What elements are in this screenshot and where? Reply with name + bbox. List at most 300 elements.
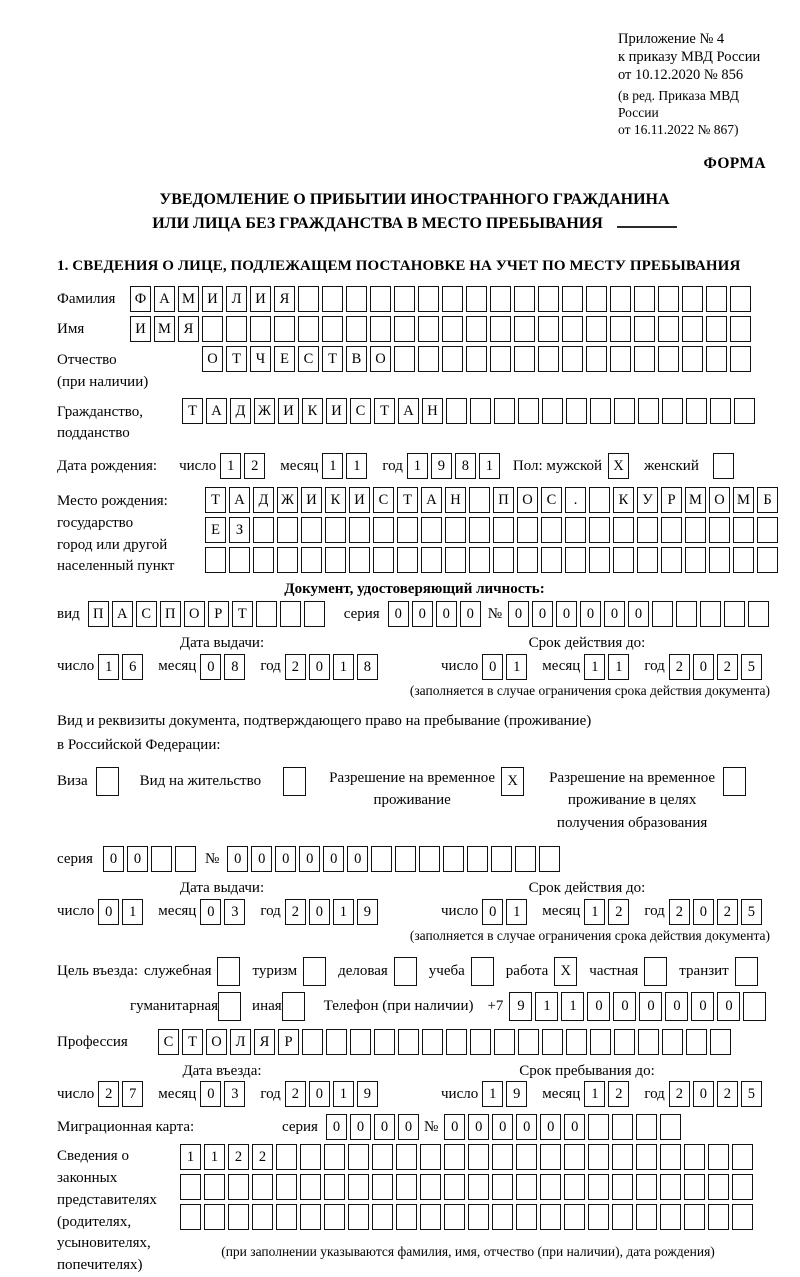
char-box [492,1174,513,1200]
char-box: 0 [717,992,740,1021]
char-box: 0 [374,1114,395,1140]
char-box [277,547,298,573]
char-box [540,1144,561,1170]
char-box: 0 [299,846,320,872]
char-box [684,1144,705,1170]
char-box [303,957,326,986]
char-box [733,547,754,573]
char-box: 8 [357,654,378,680]
char-box [743,992,766,1021]
char-box: 0 [540,1114,561,1140]
char-box: 0 [98,899,119,925]
char-box [494,398,515,424]
char-box [325,547,346,573]
char-box [566,1029,587,1055]
profession-boxes [158,1029,734,1055]
char-box: 1 [584,1081,605,1107]
char-box: 0 [200,654,221,680]
char-box [180,1204,201,1230]
char-box [469,547,490,573]
char-box: Е [274,346,295,372]
patronymic-row [57,346,772,394]
char-box [636,1144,657,1170]
expiry-date-label: Срок действия до: [528,634,646,651]
doc-kind-label: вид [57,605,80,622]
char-box [709,517,730,543]
char-box [757,517,778,543]
purpose-tourism-checkbox [303,957,329,986]
migration-card-row [57,1114,772,1140]
char-box: 1 [506,654,527,680]
char-box [420,1204,441,1230]
char-box [394,957,417,986]
phone-prefix: +7 [487,997,504,1014]
char-box [724,601,745,627]
char-box [445,547,466,573]
purpose-private-checkbox [644,957,670,986]
char-box: 2 [285,899,306,925]
char-box: 0 [468,1114,489,1140]
char-box [470,398,491,424]
stay-year [669,1081,765,1107]
char-box: А [398,398,419,424]
char-box [348,1204,369,1230]
residence-doc-intro: Вид и реквизиты документа, подтверждающего право на пребывание (проживание) в Российской Федерации: [57,712,592,753]
char-box [443,846,464,872]
char-box [493,547,514,573]
char-box [734,398,755,424]
char-box [588,1144,609,1170]
char-box [370,316,391,342]
char-box [586,286,607,312]
char-box [256,601,277,627]
char-box: Р [278,1029,299,1055]
char-box: Т [205,487,226,513]
char-box: С [136,601,157,627]
char-box [419,846,440,872]
char-box [252,1174,273,1200]
day-label: число [441,658,479,675]
char-box [661,517,682,543]
char-box: 2 [717,1081,738,1107]
char-box [732,1174,753,1200]
char-box [541,547,562,573]
char-box [468,1174,489,1200]
char-box [708,1144,729,1170]
char-box [562,346,583,372]
char-box [372,1204,393,1230]
char-box [283,767,306,796]
char-box: 2 [98,1081,119,1107]
day-label: число [57,903,95,920]
char-box: Я [274,286,295,312]
char-box [468,1204,489,1230]
char-box [397,547,418,573]
residence-doc-options [57,767,772,835]
char-box: Я [178,316,199,342]
appendix-block [618,30,772,139]
char-box: И [250,286,271,312]
char-box: И [326,398,347,424]
purpose-study-label: учеба [428,962,465,979]
purpose-work-checkbox [554,957,580,986]
char-box: С [158,1029,179,1055]
char-box [420,1144,441,1170]
char-box [348,1144,369,1170]
year-label: год [260,903,281,920]
char-box [588,1204,609,1230]
char-box [226,316,247,342]
char-box: Я [254,1029,275,1055]
char-box [280,601,301,627]
birthplace-row2 [205,517,781,543]
char-box [636,1204,657,1230]
char-box [682,316,703,342]
char-box [204,1174,225,1200]
char-box: Т [397,487,418,513]
char-box [614,398,635,424]
char-box [422,1029,443,1055]
char-box [373,517,394,543]
char-box [298,286,319,312]
char-box [612,1204,633,1230]
char-box: 0 [639,992,662,1021]
char-box [446,1029,467,1055]
char-box: А [154,286,175,312]
char-box [636,1114,657,1140]
purpose-work-label: работа [505,962,549,979]
char-box [614,1029,635,1055]
char-box: X [554,957,577,986]
year-label: год [644,1086,665,1102]
char-box: М [178,286,199,312]
char-box [252,1204,273,1230]
visa-checkbox [96,767,122,796]
char-box [662,1029,683,1055]
char-box: 2 [669,899,690,925]
doc-number-boxes [508,601,772,627]
char-box: 0 [444,1114,465,1140]
year-label: год [382,457,403,474]
char-box [442,316,463,342]
char-box: 1 [346,453,367,479]
char-box: О [206,1029,227,1055]
purpose-label: Цель въезда: [57,962,138,979]
char-box: 0 [398,1114,419,1140]
char-box [418,286,439,312]
char-box: 0 [103,846,124,872]
char-box: У [637,487,658,513]
char-box [682,286,703,312]
char-box: И [301,487,322,513]
purpose-other-checkbox [282,992,308,1021]
representatives-row2 [180,1174,756,1200]
char-box: 2 [608,899,629,925]
char-box: X [501,767,524,796]
char-box [613,517,634,543]
char-box: 1 [608,654,629,680]
char-box: 2 [244,453,265,479]
char-box [396,1204,417,1230]
char-box [732,1204,753,1230]
month-label: месяц [158,658,197,675]
char-box [276,1174,297,1200]
char-box [418,316,439,342]
char-box [658,346,679,372]
char-box: 0 [613,992,636,1021]
char-box: 2 [285,654,306,680]
char-box [613,547,634,573]
char-box [469,517,490,543]
surname-label: Фамилия [57,291,116,308]
char-box: 7 [122,1081,143,1107]
char-box: 0 [482,899,503,925]
char-box: . [565,487,586,513]
day-label: число [57,1086,95,1102]
char-box: З [229,517,250,543]
doc-kind-boxes [88,601,328,627]
char-box: 9 [357,899,378,925]
char-box [300,1204,321,1230]
char-box [538,346,559,372]
expiry-note: (заполняется в случае ограничения срока действия документа) [409,927,770,943]
expiry-date-label: Срок действия до: [528,880,646,896]
edition-line: от 16.11.2022 № 867) [618,122,739,138]
char-box: 2 [285,1081,306,1107]
char-box [538,316,559,342]
entry-year [285,1081,381,1107]
char-box: 6 [122,654,143,680]
profession-label: Профессия [57,1033,128,1050]
citizenship-label: Гражданство, подданство [57,403,144,442]
doc-issue-year [285,654,381,680]
char-box [732,1144,753,1170]
doc-series-boxes [388,601,484,627]
char-box [324,1144,345,1170]
residence-permit-checkbox [283,767,309,796]
birthplace-row [57,487,772,578]
char-box [253,547,274,573]
char-box: Е [205,517,226,543]
entry-dates [57,1081,772,1107]
char-box: Т [322,346,343,372]
char-box: Д [230,398,251,424]
char-box: 1 [561,992,584,1021]
char-box [466,316,487,342]
birthdate-row [57,453,772,479]
char-box [515,846,536,872]
form-title-line1: УВЕДОМЛЕНИЕ О ПРИБЫТИИ ИНОСТРАННОГО ГРАЖДАНИНА [159,191,670,209]
char-box: И [349,487,370,513]
char-box [660,1144,681,1170]
char-box [636,1174,657,1200]
char-box [708,1174,729,1200]
char-box [372,1144,393,1170]
doc-issue-day [98,654,146,680]
char-box [565,517,586,543]
char-box: Т [374,398,395,424]
char-box: 8 [455,453,476,479]
char-box [542,398,563,424]
char-box [564,1204,585,1230]
char-box: П [493,487,514,513]
char-box [586,346,607,372]
firstname-label: Имя [57,321,85,338]
char-box [516,1204,537,1230]
char-box [540,1174,561,1200]
char-box [686,1029,707,1055]
char-box [370,286,391,312]
char-box [700,601,721,627]
doc-issue-month [200,654,248,680]
identity-doc-row [57,601,772,627]
option-temp-residence: Разрешение на временное проживание X [323,767,527,812]
migration-card-label: Миграционная карта: [57,1119,195,1135]
form-title [57,188,772,236]
birthdate-label: Дата рождения: [57,457,158,474]
doc-expiry-month [584,654,632,680]
char-box [492,1144,513,1170]
char-box: Ж [277,487,298,513]
surname-row [57,286,772,312]
doc-series-label: серия [343,605,380,622]
char-box [562,316,583,342]
char-box: 0 [628,601,649,627]
char-box: 0 [251,846,272,872]
char-box [562,286,583,312]
char-box: 1 [204,1144,225,1170]
edu-residence-checkbox [723,767,749,796]
char-box: 3 [224,899,245,925]
sex-female-checkbox [713,453,737,479]
char-box [469,487,490,513]
char-box: 0 [388,601,409,627]
day-label: число [441,903,479,920]
char-box [590,398,611,424]
char-box: 0 [460,601,481,627]
char-box: Л [226,286,247,312]
char-box [274,316,295,342]
char-box: 5 [741,899,762,925]
migration-series-label: серия [282,1119,318,1135]
char-box [322,316,343,342]
char-box [590,1029,611,1055]
char-box [634,316,655,342]
char-box [420,1174,441,1200]
char-box: 1 [584,899,605,925]
char-box [638,1029,659,1055]
char-box: Ч [250,346,271,372]
char-box [652,601,673,627]
issue-date-label: Дата выдачи: [179,880,265,896]
purpose-other-label: иная [252,997,282,1014]
char-box [218,992,241,1021]
char-box [706,286,727,312]
char-box: 1 [180,1144,201,1170]
char-box [298,316,319,342]
profession-row [57,1029,772,1055]
char-box [589,517,610,543]
char-box: И [202,286,223,312]
char-box [348,1174,369,1200]
char-box [301,547,322,573]
char-box: 0 [482,654,503,680]
char-box [658,316,679,342]
char-box [151,846,172,872]
birthplace-label: Место рождения: государство город или другой населенный пункт [57,493,175,575]
purpose-transit-label: транзит [679,962,729,979]
identity-doc-heading: Документ, удостоверяющий личность: [284,581,545,598]
char-box [493,517,514,543]
char-box [660,1114,681,1140]
char-box: 9 [357,1081,378,1107]
char-box: 1 [407,453,428,479]
year-label: год [260,658,281,675]
char-box: К [613,487,634,513]
char-box: 0 [691,992,714,1021]
surname-boxes [130,286,754,312]
char-box [490,316,511,342]
char-box: 1 [333,899,354,925]
char-box: 0 [556,601,577,627]
char-box [566,398,587,424]
residence-expiry-day [482,899,530,925]
residence-series-row [57,846,772,872]
char-box [685,547,706,573]
char-box [706,346,727,372]
char-box [564,1174,585,1200]
sex-male-label: Пол: мужской [512,457,603,474]
char-box [730,346,751,372]
char-box [490,346,511,372]
year-label: год [260,1086,281,1102]
char-box [708,1204,729,1230]
char-box [490,286,511,312]
char-box [442,346,463,372]
char-box [302,1029,323,1055]
char-box [467,846,488,872]
char-box: Л [230,1029,251,1055]
char-box: 0 [604,601,625,627]
char-box: С [350,398,371,424]
char-box [586,316,607,342]
char-box [282,992,305,1021]
char-box: С [541,487,562,513]
char-box: 5 [741,1081,762,1107]
char-box: 1 [322,453,343,479]
purpose-official-checkbox [217,957,243,986]
char-box: О [370,346,391,372]
char-box [372,1174,393,1200]
char-box: Ф [130,286,151,312]
firstname-boxes [130,316,754,342]
char-box: Т [182,1029,203,1055]
char-box [418,346,439,372]
char-box [396,1144,417,1170]
char-box [394,316,415,342]
purpose-humanitarian-checkbox [218,992,244,1021]
char-box [518,1029,539,1055]
stay-until-label: Срок пребывания до: [519,1062,655,1079]
char-box: 0 [200,1081,221,1107]
char-box [304,601,325,627]
citizenship-row [57,398,772,446]
char-box [709,547,730,573]
residence-issue-month [200,899,248,925]
char-box: 1 [333,654,354,680]
char-box: 0 [516,1114,537,1140]
char-box: 1 [535,992,558,1021]
